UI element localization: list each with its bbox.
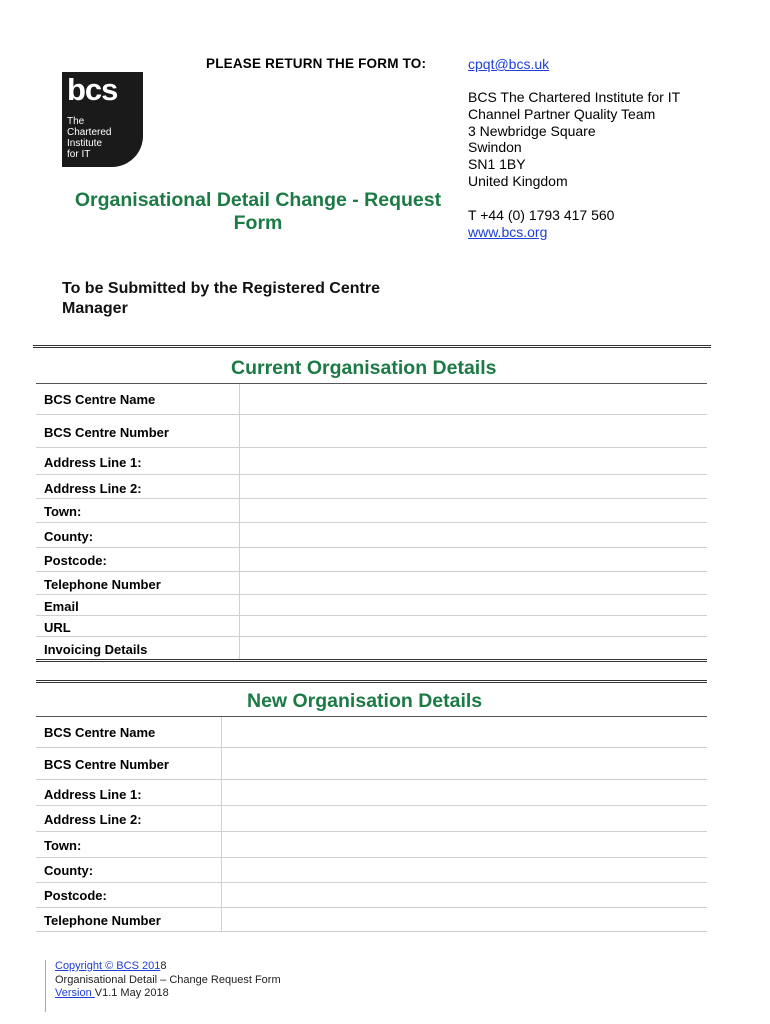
website-link[interactable]: www.bcs.org xyxy=(468,224,548,240)
footer-version xyxy=(55,987,281,1001)
return-email-link[interactable]: cpqt@bcs.uk xyxy=(468,56,550,72)
current-label-postcode: Postcode: xyxy=(44,553,107,568)
svg-text:The Chartered Inst: The Chartered Institute for IT xyxy=(67,116,112,160)
new-section-heading: New Organisation Details xyxy=(247,690,483,712)
new-label-county: County: xyxy=(44,863,94,878)
current-telephone-field[interactable] xyxy=(241,572,707,594)
new-town-field[interactable] xyxy=(223,832,707,857)
current-email-field[interactable] xyxy=(241,595,707,615)
copyright-link[interactable]: Copyright © BCS 201 xyxy=(55,960,161,972)
current-postcode-field[interactable] xyxy=(241,548,707,571)
version-tail: V1.1 May 2018 xyxy=(94,987,169,999)
current-centre-name-field[interactable] xyxy=(241,385,707,414)
section-heading-rule xyxy=(36,716,707,717)
footer-margin-bar xyxy=(45,960,46,1012)
current-label-centre-number: BCS Centre Number xyxy=(44,425,169,440)
new-centre-name-field[interactable] xyxy=(223,718,707,747)
table-column-divider xyxy=(221,717,222,931)
current-label-address-1: Address Line 1: xyxy=(44,455,142,470)
current-invoicing-field[interactable] xyxy=(241,637,707,660)
new-label-postcode: Postcode: xyxy=(44,888,107,903)
current-url-field[interactable] xyxy=(241,616,707,636)
submission-note: To be Submitted by the Registered Centre Manager xyxy=(62,280,380,317)
new-postcode-field[interactable] xyxy=(223,883,707,907)
address-line: Swindon xyxy=(468,139,522,156)
section-divider xyxy=(36,680,707,683)
table-row-divider xyxy=(36,931,707,932)
section-divider xyxy=(33,345,711,348)
new-label-address-2: Address Line 2: xyxy=(44,812,142,827)
logo-wordmark: bcs xyxy=(67,72,118,107)
current-label-invoicing: Invoicing Details xyxy=(44,642,148,657)
current-address-line-1-field[interactable] xyxy=(241,448,707,474)
new-address-line-2-field[interactable] xyxy=(223,806,707,831)
address-line: United Kingdom xyxy=(468,172,568,189)
postal-address xyxy=(468,89,680,190)
current-label-county: County: xyxy=(44,529,94,544)
current-label-email: Email xyxy=(44,599,79,614)
new-label-centre-number: BCS Centre Number xyxy=(44,757,169,772)
phone-number: T +44 (0) 1793 417 560 xyxy=(468,207,615,223)
footer-document-name: Organisational Detail – Change Request Form xyxy=(55,973,281,986)
current-label-centre-name: BCS Centre Name xyxy=(44,392,156,407)
footer-copyright xyxy=(55,960,281,974)
new-label-telephone: Telephone Number xyxy=(44,913,161,928)
current-label-url: URL xyxy=(44,620,71,635)
new-centre-number-field[interactable] xyxy=(223,748,707,779)
current-label-address-2: Address Line 2: xyxy=(44,481,142,496)
new-county-field[interactable] xyxy=(223,858,707,882)
new-telephone-field[interactable] xyxy=(223,908,707,931)
current-label-town: Town: xyxy=(44,504,82,519)
version-link[interactable]: Version xyxy=(55,987,95,999)
address-line: Channel Partner Quality Team xyxy=(468,105,656,122)
current-label-telephone: Telephone Number xyxy=(44,577,161,592)
address-line: BCS The Chartered Institute for IT xyxy=(468,89,681,105)
current-town-field[interactable] xyxy=(241,499,707,522)
form-title: Organisational Detail Change - Request Form xyxy=(74,189,442,234)
section-heading-rule xyxy=(36,383,707,384)
bcs-logo xyxy=(62,72,143,167)
address-line: 3 Newbridge Square xyxy=(468,122,596,139)
new-label-centre-name: BCS Centre Name xyxy=(44,725,156,740)
address-line: SN1 1BY xyxy=(468,156,526,173)
new-label-address-1: Address Line 1: xyxy=(44,787,142,802)
new-label-town: Town: xyxy=(44,838,82,853)
current-centre-number-field[interactable] xyxy=(241,415,707,446)
current-address-line-2-field[interactable] xyxy=(241,475,707,498)
current-county-field[interactable] xyxy=(241,523,707,547)
return-form-label: PLEASE RETURN THE FORM TO: xyxy=(206,56,427,71)
page-footer xyxy=(55,960,281,1001)
current-section-heading: Current Organisation Details xyxy=(231,357,497,379)
new-address-line-1-field[interactable] xyxy=(223,780,707,805)
copyright-tail: 8 xyxy=(160,960,167,972)
table-bottom-rule xyxy=(36,659,707,662)
